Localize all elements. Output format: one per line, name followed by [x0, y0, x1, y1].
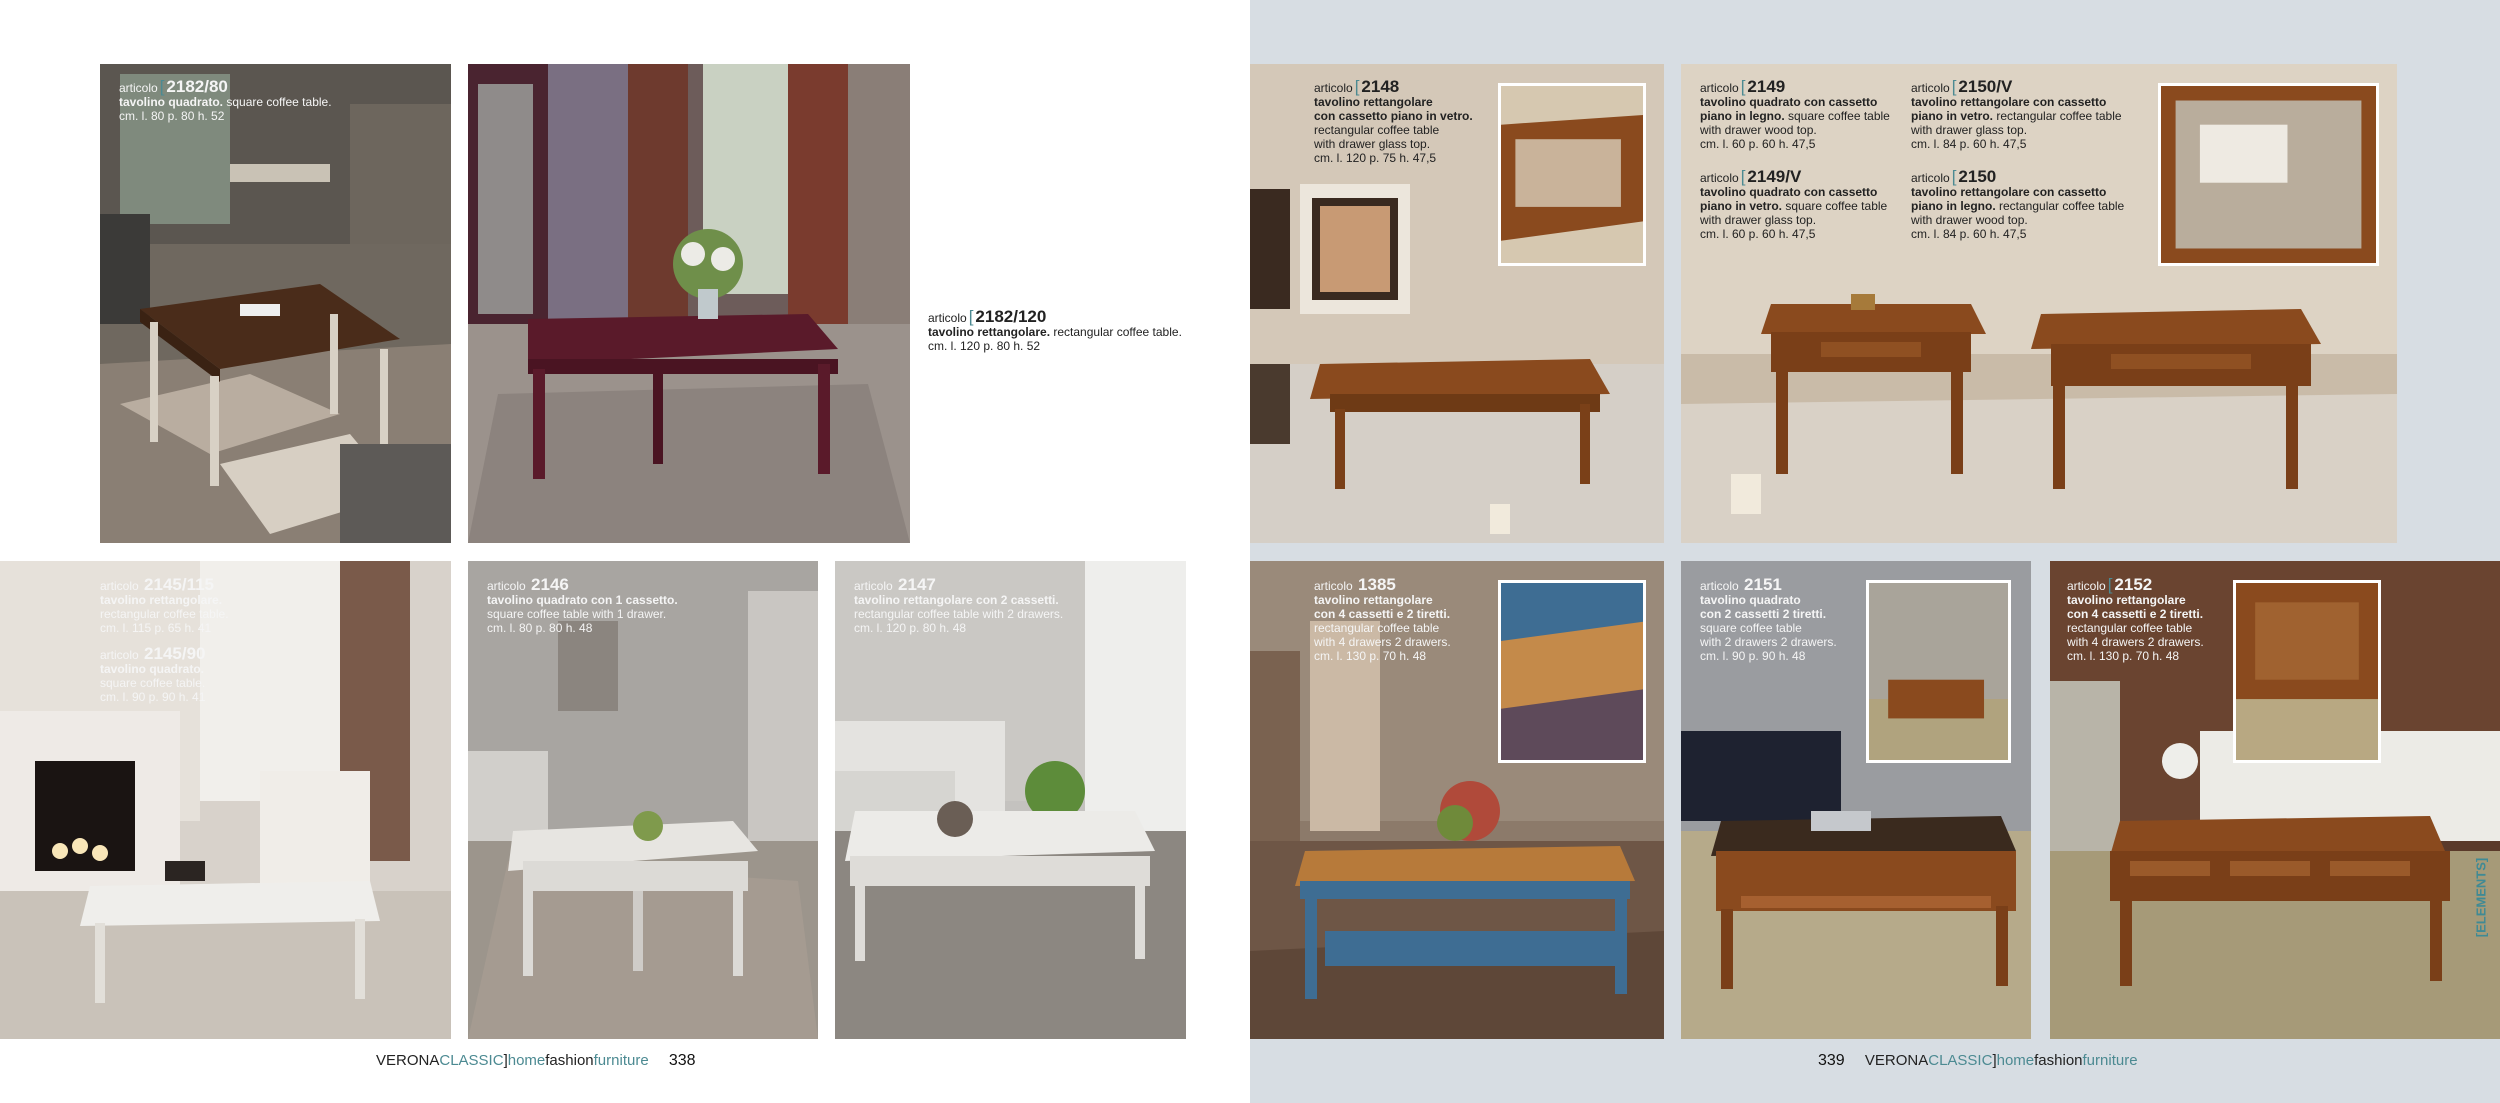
caption-line: tavolino quadrato: [1700, 593, 1801, 607]
articolo-label: articolo: [1700, 171, 1739, 185]
caption-line: square coffee table: [1700, 621, 1802, 635]
article-code: 2148: [1361, 77, 1400, 96]
caption-line: with drawer wood top.: [1700, 123, 1817, 137]
inset-2150-glass-detail: [2158, 83, 2379, 266]
caption-line: tavolino rettangolare: [1314, 593, 1433, 607]
caption-2149: [1700, 77, 1890, 151]
caption-2148: [1314, 77, 1473, 165]
bracket-mark: [: [2107, 575, 2113, 594]
brand-furniture: furniture: [2082, 1052, 2138, 1069]
article-code: 2145/115: [144, 575, 214, 594]
caption-2182-120: [928, 307, 1182, 353]
bracket-mark: [: [159, 77, 165, 96]
caption-line: tavolino rettangolare.: [100, 593, 223, 607]
caption-line: cm. l. 84 p. 60 h. 47,5: [1911, 137, 2027, 151]
articolo-label: articolo: [100, 579, 139, 593]
caption-head: [1700, 77, 1890, 96]
article-code: 2182/80: [166, 77, 228, 96]
caption-line: square coffee table with 1 drawer.: [487, 607, 667, 621]
caption-line: piano in vetro. square coffee table: [1700, 199, 1888, 213]
caption-line: with drawer glass top.: [1700, 213, 1817, 227]
caption-line: square coffee table.: [100, 676, 206, 690]
brand-fashion: fashion: [2034, 1052, 2083, 1069]
article-code: 2149: [1747, 77, 1786, 96]
caption-1385: [1314, 575, 1451, 663]
caption-2152: [2067, 575, 2204, 663]
article-code: 2182/120: [975, 307, 1047, 326]
caption-line: tavolino rettangolare. rectangular coffee table.: [928, 325, 1182, 339]
caption-line: con cassetto piano in vetro.: [1314, 109, 1473, 123]
caption-line: con 2 cassetti 2 tiretti.: [1700, 607, 1827, 621]
caption-line: cm. l. 80 p. 80 h. 48: [487, 621, 593, 635]
caption-line: rectangular coffee table with 2 drawers.: [854, 607, 1064, 621]
bracket-mark: [: [1354, 77, 1360, 96]
bracket-mark: [: [1740, 77, 1746, 96]
caption-line: rectangular coffee table: [1314, 123, 1440, 137]
articolo-label: articolo: [854, 579, 893, 593]
caption-2151: [1700, 575, 1837, 663]
photo-2182-120: [468, 64, 910, 543]
brand-home: home: [507, 1052, 546, 1069]
caption-head: [1700, 575, 1837, 594]
article-code: 2145/90: [144, 644, 206, 663]
caption-line: cm. l. 60 p. 60 h. 47,5: [1700, 227, 1816, 241]
inset-1385-drawer-detail: [1498, 580, 1646, 763]
article-code: 2149/V: [1747, 167, 1802, 186]
article-code: 2151: [1744, 575, 1782, 594]
brand-verona: VERONA: [376, 1052, 440, 1069]
caption-line: cm. l. 90 p. 90 h. 41: [100, 690, 206, 704]
page-number: 339: [1818, 1052, 1845, 1069]
bracket-mark: [: [1951, 167, 1957, 186]
caption-line: cm. l. 120 p. 80 h. 48: [854, 621, 967, 635]
caption-line: tavolino rettangolare con 2 cassetti.: [854, 593, 1059, 607]
caption-line: with 4 drawers 2 drawers.: [2067, 635, 2204, 649]
caption-head: [1700, 167, 1887, 186]
caption-2149-v: [1700, 167, 1888, 241]
bracket-mark: [: [968, 307, 974, 326]
articolo-label: articolo: [100, 648, 139, 662]
caption-head: [854, 575, 1063, 594]
caption-line: tavolino quadrato con cassetto: [1700, 95, 1878, 109]
bracket-mark: [: [1951, 77, 1957, 96]
articolo-label: articolo: [1314, 579, 1353, 593]
article-code: 2147: [898, 575, 936, 594]
caption-line: con 4 cassetti e 2 tiretti.: [1314, 607, 1451, 621]
caption-line: con 4 cassetti e 2 tiretti.: [2067, 607, 2204, 621]
article-code: 1385: [1358, 575, 1396, 594]
caption-line: piano in legno. rectangular coffee table: [1911, 199, 2125, 213]
caption-head: [2067, 575, 2204, 594]
brand-classic: CLASSIC: [439, 1052, 504, 1069]
caption-line: piano in vetro. rectangular coffee table: [1911, 109, 2122, 123]
caption-head: [1911, 77, 2122, 96]
caption-2147: [854, 575, 1064, 635]
brand-verona: VERONA: [1864, 1052, 1929, 1069]
caption-line: cm. l. 120 p. 75 h. 47,5: [1314, 151, 1437, 165]
caption-head: [100, 644, 229, 663]
caption-head: [1314, 575, 1451, 594]
caption-2150-v: [1911, 77, 2122, 151]
brand-bracket: ]: [503, 1052, 508, 1069]
articolo-label: articolo: [1911, 81, 1950, 95]
caption-line: tavolino rettangolare con cassetto: [1911, 95, 2107, 109]
caption-2145: [100, 575, 229, 704]
articolo-label: articolo: [1700, 579, 1739, 593]
caption-line: tavolino quadrato.: [100, 662, 205, 676]
footer-left: [376, 1052, 696, 1070]
caption-line: cm. l. 84 p. 60 h. 47,5: [1911, 227, 2027, 241]
articolo-label: articolo: [928, 311, 967, 325]
caption-line: rectangular coffee table.: [100, 607, 229, 621]
articolo-label: articolo: [1700, 81, 1739, 95]
caption-line: with 4 drawers 2 drawers.: [1314, 635, 1451, 649]
page-number: 338: [668, 1052, 696, 1069]
brand-fashion: fashion: [545, 1052, 594, 1069]
caption-line: cm. l. 120 p. 80 h. 52: [928, 339, 1041, 353]
brand-home: home: [1996, 1052, 2035, 1069]
caption-line: cm. l. 130 p. 70 h. 48: [2067, 649, 2180, 663]
caption-line: with drawer glass top.: [1314, 137, 1431, 151]
articolo-label: articolo: [1314, 81, 1353, 95]
article-code: 2150/V: [1958, 77, 2013, 96]
articolo-label: articolo: [487, 579, 526, 593]
section-tab: [2470, 830, 2492, 970]
caption-line: cm. l. 60 p. 60 h. 47,5: [1700, 137, 1816, 151]
caption-head: [119, 77, 332, 96]
caption-head: [928, 307, 1182, 326]
caption-head: [100, 575, 229, 594]
caption-line: rectangular coffee table: [2067, 621, 2193, 635]
brand-classic: CLASSIC: [1928, 1052, 1993, 1069]
caption-head: [487, 575, 678, 594]
article-code: 2146: [531, 575, 569, 594]
brand-bracket: ]: [1992, 1052, 1997, 1069]
caption-line: tavolino rettangolare: [1314, 95, 1433, 109]
caption-line: tavolino quadrato con 1 cassetto.: [487, 593, 678, 607]
caption-head: [1911, 167, 2124, 186]
articolo-label: articolo: [1911, 171, 1950, 185]
articolo-label: articolo: [119, 81, 158, 95]
caption-line: tavolino rettangolare con cassetto: [1911, 185, 2107, 199]
article-code: 2150: [1958, 167, 1997, 186]
caption-line: tavolino rettangolare: [2067, 593, 2186, 607]
caption-line: cm. l. 90 p. 90 h. 48: [1700, 649, 1806, 663]
caption-line: tavolino quadrato. square coffee table.: [119, 95, 332, 109]
bracket-mark: [: [1740, 167, 1746, 186]
caption-line: piano in legno. square coffee table: [1700, 109, 1890, 123]
caption-2150: [1911, 167, 2125, 241]
caption-2182-80: [119, 77, 332, 123]
article-code: 2152: [2114, 575, 2153, 594]
caption-head: [1314, 77, 1473, 96]
inset-2151-room-detail: [1866, 580, 2011, 763]
inset-2148-drawer-detail: [1498, 83, 1646, 266]
caption-line: cm. l. 130 p. 70 h. 48: [1314, 649, 1427, 663]
caption-line: cm. l. 80 p. 80 h. 52: [119, 109, 225, 123]
articolo-label: articolo: [2067, 579, 2106, 593]
photo-2182-80: [100, 64, 451, 543]
caption-line: with 2 drawers 2 drawers.: [1700, 635, 1837, 649]
caption-2146: [487, 575, 678, 635]
caption-line: with drawer wood top.: [1911, 213, 2028, 227]
caption-line: tavolino quadrato con cassetto: [1700, 185, 1878, 199]
caption-line: cm. l. 115 p. 65 h. 41: [100, 621, 212, 635]
brand-furniture: furniture: [593, 1052, 649, 1069]
caption-line: rectangular coffee table: [1314, 621, 1440, 635]
inset-2152-drawer-detail: [2233, 580, 2381, 763]
footer-right: [1818, 1052, 2138, 1070]
section-tab-label: [ELEMENTS]: [2473, 857, 2489, 938]
caption-line: with drawer glass top.: [1911, 123, 2028, 137]
